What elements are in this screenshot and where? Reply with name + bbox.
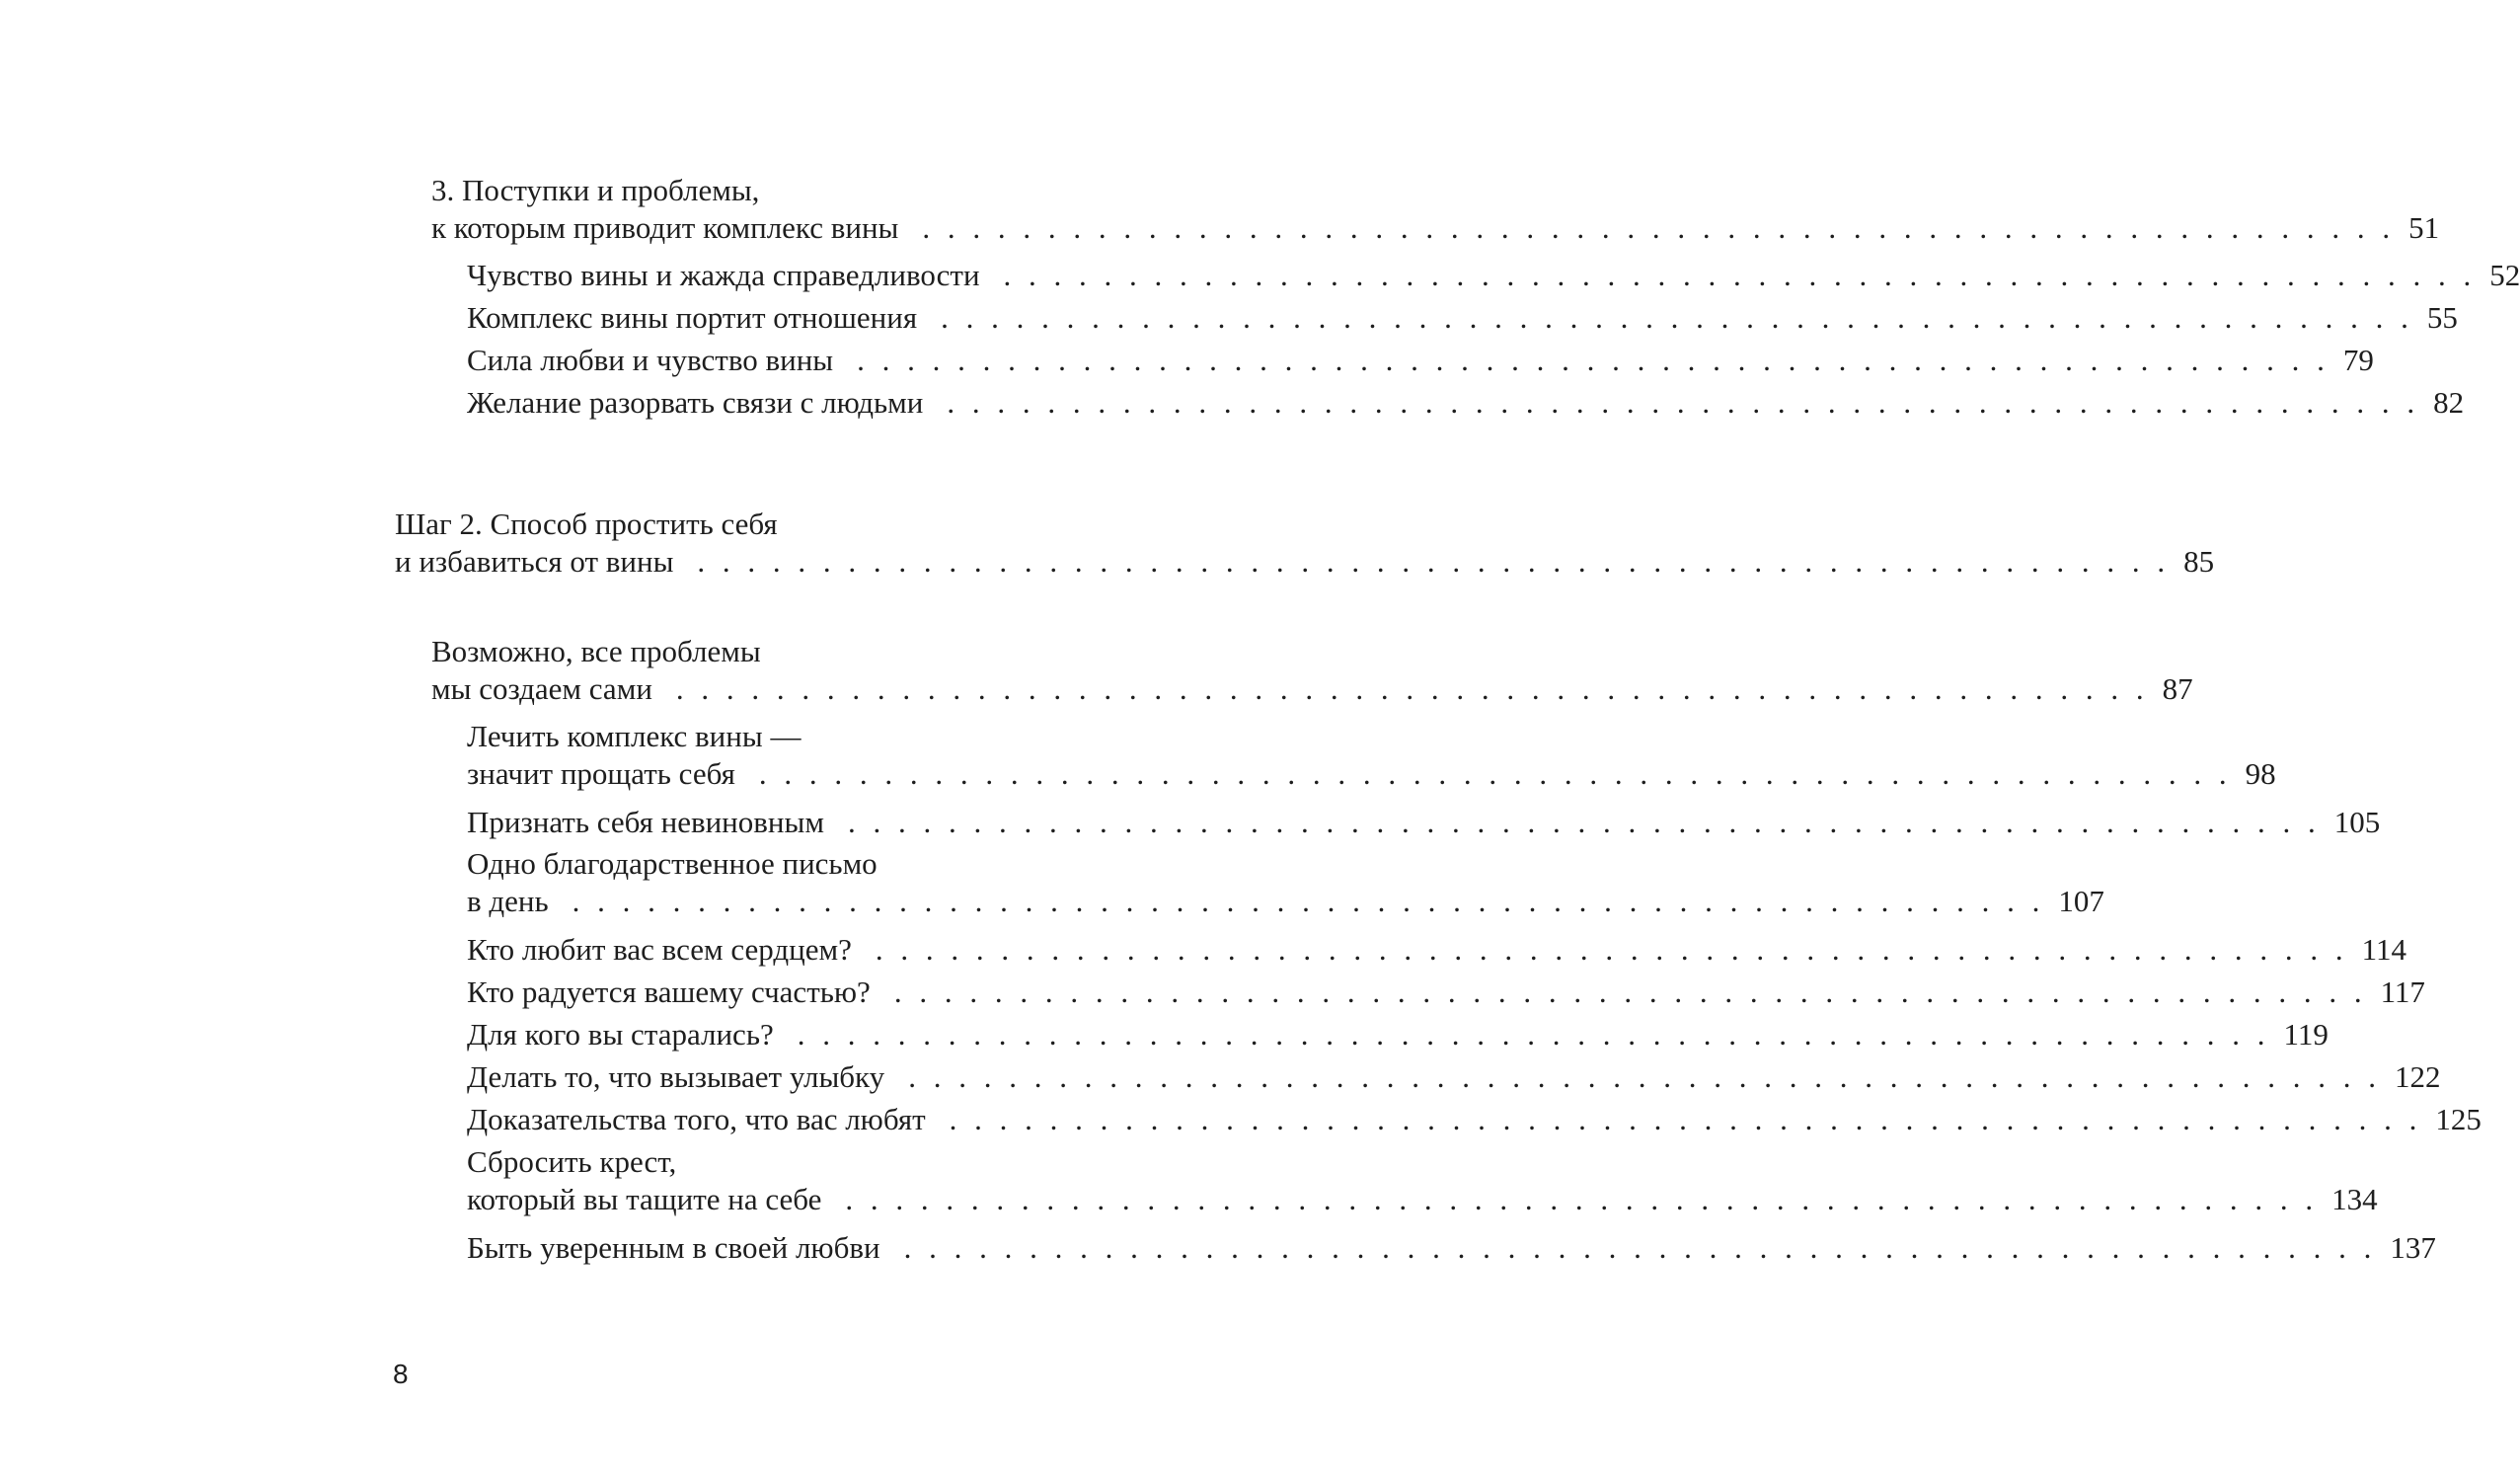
toc-entry[interactable] xyxy=(395,1143,2378,1218)
toc-entry-title-line1: Одно благодарственное письмо xyxy=(467,846,878,881)
toc-entry[interactable] xyxy=(395,342,2374,379)
toc-entry-title: Кто любит вас всем сердцем? xyxy=(467,932,852,967)
toc-page-number: 98 xyxy=(2245,756,2276,791)
toc-entry-title: Для кого вы старались? xyxy=(467,1017,774,1052)
toc-entry-title: Комплекс вины портит отношения xyxy=(467,300,918,335)
toc-page-number: 82 xyxy=(2433,385,2465,420)
toc-entry-title: Признать себя невиновным xyxy=(467,805,824,839)
leader-dots: . . . . . . . . . . . . . . . . . . . . . . . . . . . . . . . . . . . . . . . . . . . . . . . . . . . . . . . . . . . xyxy=(908,1059,2381,1094)
toc-entry[interactable] xyxy=(395,804,2381,841)
toc-entry-title-line1: 3. Поступки и проблемы, xyxy=(431,173,760,207)
leader-dots: . . . . . . . . . . . . . . . . . . . . . . . . . . . . . . . . . . . . . . . . . . . . . . . . . . . . . . . . . . . xyxy=(857,343,2329,377)
page-number: 8 xyxy=(393,1359,409,1389)
toc-entry[interactable] xyxy=(395,931,2406,969)
leader-dots: . . . . . . . . . . . . . . . . . . . . . . . . . . . . . . . . . . . . . . . . . . . . . . . . . . . . . . . . . . . xyxy=(875,932,2348,967)
toc-page-number: 117 xyxy=(2380,974,2425,1009)
toc-entry[interactable] xyxy=(395,1229,2436,1267)
leader-dots: . . . . . . . . . . . . . . . . . . . . . . . . . . . . . . . . . . . . . . . . . . . . . . . . . . . . . . . . . . . xyxy=(572,884,2045,918)
toc-page-number: 85 xyxy=(2183,544,2215,579)
toc-page-number: 114 xyxy=(2361,932,2406,967)
leader-dots: . . . . . . . . . . . . . . . . . . . . . . . . . . . . . . . . . . . . . . . . . . . . . . . . . . . . . . . . . . . xyxy=(847,805,2321,839)
toc-entry-title: Чувство вины и жажда справедливости xyxy=(467,258,980,292)
toc-page-number: 105 xyxy=(2333,805,2381,839)
leader-dots: . . . . . . . . . . . . . . . . . . . . . . . . . . . . . . . . . . . . . . . . . . . . . . . . . . . . . . . . . . . xyxy=(1003,258,2477,292)
toc-entry-title-line1: Шаг 2. Способ простить себя xyxy=(395,507,778,541)
leader-dots: . . . . . . . . . . . . . . . . . . . . . . . . . . . . . . . . . . . . . . . . . . . . . . . . . . . . . . . . . . . xyxy=(949,1102,2422,1136)
toc-entry-title-line1: Сбросить крест, xyxy=(467,1144,677,1179)
leader-dots: . . . . . . . . . . . . . . . . . . . . . . . . . . . . . . . . . . . . . . . . . . . . . . . . . . . . . . . . . . . xyxy=(797,1017,2270,1052)
toc-entry-title: Быть уверенным в своей любви xyxy=(467,1230,880,1265)
toc-entry[interactable] xyxy=(395,299,2458,337)
toc-entry-title: в день xyxy=(467,884,549,918)
toc-entry-title: который вы тащите на себе xyxy=(467,1182,822,1216)
leader-dots: . . . . . . . . . . . . . . . . . . . . . . . . . . . . . . . . . . . . . . . . . . . . . . . . . . . . . . . . . . . xyxy=(675,671,2149,706)
toc-page-number: 87 xyxy=(2162,671,2193,706)
toc-page-number: 51 xyxy=(2408,210,2440,245)
toc-page-number: 119 xyxy=(2283,1017,2329,1052)
leader-dots: . . . . . . . . . . . . . . . . . . . . . . . . . . . . . . . . . . . . . . . . . . . . . . . . . . . . . . . . . . . xyxy=(922,210,2396,245)
toc-entry-title: значит прощать себя xyxy=(467,756,735,791)
leader-dots: . . . . . . . . . . . . . . . . . . . . . . . . . . . . . . . . . . . . . . . . . . . . . . . . . . . . . . . . . . . xyxy=(845,1182,2319,1216)
leader-dots: . . . . . . . . . . . . . . . . . . . . . . . . . . . . . . . . . . . . . . . . . . . . . . . . . . . . . . . . . . . xyxy=(893,974,2367,1009)
toc-entry-title-line1: Возможно, все проблемы xyxy=(431,634,761,668)
toc-entry[interactable] xyxy=(395,384,2465,422)
toc-entry[interactable] xyxy=(395,1016,2329,1053)
toc-entry[interactable] xyxy=(395,1101,2482,1138)
leader-dots: . . . . . . . . . . . . . . . . . . . . . . . . . . . . . . . . . . . . . . . . . . . . . . . . . . . . . . . . . . . xyxy=(941,300,2413,335)
toc-step-2 xyxy=(395,506,2215,581)
toc-entry-title: Делать то, что вызывает улыбку xyxy=(467,1059,885,1094)
toc-entry-title: Желание разорвать связи с людьми xyxy=(467,385,924,420)
leader-dots: . . . . . . . . . . . . . . . . . . . . . . . . . . . . . . . . . . . . . . . . . . . . . . . . . . . . . . . . . . . xyxy=(758,756,2232,791)
toc-entry-title: Кто радуется вашему счастью? xyxy=(467,974,871,1009)
toc-entry-subsection[interactable] xyxy=(395,633,2193,708)
toc-entry-step-2[interactable] xyxy=(395,506,2215,581)
toc-page-number: 52 xyxy=(2489,258,2520,292)
toc-entry[interactable] xyxy=(395,257,2520,294)
toc-entry-title: Сила любви и чувство вины xyxy=(467,343,834,377)
toc-page-number: 137 xyxy=(2390,1230,2436,1265)
toc-entry-title: мы создаем сами xyxy=(431,671,652,706)
toc-entry-title-line1: Лечить комплекс вины — xyxy=(467,719,802,753)
toc-section-3 xyxy=(395,172,2520,422)
leader-dots: . . . . . . . . . . . . . . . . . . . . . . . . . . . . . . . . . . . . . . . . . . . . . . . . . . . . . . . . . . . xyxy=(903,1230,2377,1265)
toc-page-number: 125 xyxy=(2435,1102,2482,1136)
toc-entry-title: к которым приводит комплекс вины xyxy=(431,210,899,245)
toc-entry-section-3[interactable] xyxy=(395,172,2440,247)
toc-page-number: 79 xyxy=(2342,343,2374,377)
toc-entry-title: Доказательства того, что вас любят xyxy=(467,1102,926,1136)
toc-page-number: 122 xyxy=(2394,1059,2441,1094)
toc-entry-title: и избавиться от вины xyxy=(395,544,674,579)
toc-page-number: 55 xyxy=(2426,300,2458,335)
toc-entry[interactable] xyxy=(395,718,2276,793)
toc-page-number: 134 xyxy=(2331,1182,2378,1216)
toc-entry[interactable] xyxy=(395,845,2104,920)
toc-entry[interactable] xyxy=(395,974,2425,1011)
leader-dots: . . . . . . . . . . . . . . . . . . . . . . . . . . . . . . . . . . . . . . . . . . . . . . . . . . . . . . . . . . . xyxy=(697,544,2171,579)
toc-subsection xyxy=(395,633,2482,1267)
leader-dots: . . . . . . . . . . . . . . . . . . . . . . . . . . . . . . . . . . . . . . . . . . . . . . . . . . . . . . . . . . . xyxy=(947,385,2420,420)
toc-page-number: 107 xyxy=(2058,884,2104,918)
toc-entry[interactable] xyxy=(395,1058,2441,1096)
